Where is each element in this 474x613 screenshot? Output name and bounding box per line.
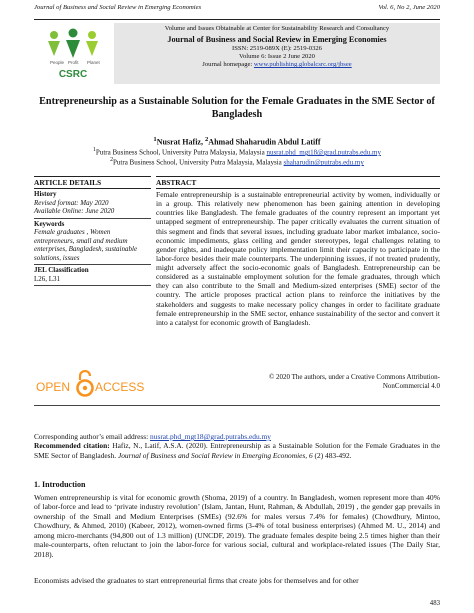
- affiliation-1-text: Putra Business School, University Putra Malaysia, Malaysia: [95, 148, 267, 157]
- keywords-text: Female graduates , Women entrepreneurs, small and medium enterprises, Bangladesh, sustainable solutions, issues: [34, 228, 138, 262]
- open-access-logo: [34, 370, 144, 400]
- running-head-journal: Journal of Business and Social Review in Emerging Economies: [34, 4, 202, 11]
- affiliation-1-sup: 1: [93, 147, 96, 153]
- copyright-notice: © 2020 The authors, under a Creative Commons Attribution-NonCommercial 4.0: [268, 373, 440, 391]
- recommended-citation: [34, 441, 440, 460]
- corresponding-email-line: [34, 432, 440, 441]
- authors-line: [34, 136, 440, 147]
- revised-date: Revised format: May 2020: [34, 198, 109, 207]
- homepage-prefix: Journal homepage:: [202, 61, 254, 69]
- author-1: Nusrat Hafiz,: [156, 137, 203, 147]
- journal-masthead: [34, 19, 440, 85]
- citation-label: Recommended citation:: [34, 441, 110, 451]
- available-date: Available Online: June 2020: [34, 207, 115, 216]
- affiliation-1-email[interactable]: nusrat.phd_mgt18@grad.putrabs.edu.my: [266, 148, 381, 157]
- homepage-link[interactable]: www.publishing.globalcsrc.org/jbsee: [253, 61, 352, 69]
- logo-word-planet: Planet: [87, 60, 100, 65]
- open-access-row: [34, 368, 440, 406]
- affiliation-2: [34, 157, 440, 167]
- corresponding-email[interactable]: nusrat.phd_mgt18@grad.putrabs.edu.my: [150, 432, 271, 441]
- oa-access-text: ACCESS: [95, 380, 144, 394]
- correspondence-block: [34, 432, 440, 460]
- affiliation-1: [34, 147, 440, 157]
- paper-title: Entrepreneurship as a Sustainable Solution for the Female Graduates in the SME Sector of Bangladesh: [39, 96, 435, 120]
- oa-open-text: OPEN: [36, 380, 71, 394]
- introduction-heading: 1. Introduction: [34, 480, 86, 489]
- author-1-sup: 1: [153, 136, 157, 143]
- abstract-column: [156, 176, 440, 327]
- logo-word-people: People: [50, 60, 65, 65]
- csrc-logo-icon: [38, 26, 108, 82]
- keywords-block: [34, 219, 151, 266]
- csrc-logo: [38, 26, 108, 82]
- journal-title: Journal of Business and Social Review in Emerging Economies: [167, 35, 387, 45]
- volume-issue-line: Volume 6: Issue 2 June 2020: [239, 53, 315, 61]
- availability-line: Volume and Issues Obtainable at Center for Sustainability Research and Consultancy: [164, 25, 390, 32]
- jel-block: [34, 265, 151, 286]
- history-label: History: [34, 190, 57, 199]
- running-head: [34, 4, 440, 16]
- open-access-lock-icon: [34, 370, 144, 400]
- introduction-paragraph-1: Women entrepreneurship is vital for economic growth (Shoma, 2019) of a country. In Bangladesh, women represent more than 40% of labor-force and lead to ‘private industry revolution’ (Islam, Jantan, Hunt, Rahman, & Abdullah, 2019) , the gender gap prevails in ownership of the Small and Medium Enterprises (SMEs) (92.6% for males versus 7.4% for females) (Chowdhury, Mintoo, Chowdhury, & Ahmed, 2010) (Kabeer, 2012), women-owned firms (3-4% of total business enterprises) (Ahmed M. U., 2014) and among micro-merchants (94,800 out of 1.3 million) (UNCDF, 2019). The graduate females despite being 2.5 times higher than their male-counterparts, often reluctant to join the labor-force for various social, cultural and workplace-related issues (The Daily Star, 2018).: [34, 493, 440, 559]
- abstract-text: Female entrepreneurship is a sustainable entrepreneurial activity by women, individually or in a group. This relatively new phenomenon has been gaining attention in developing countries like Bangladesh. The female graduates of the country represent an important yet untapped segment of entrepreneurship. The paper critically evaluates the current situation of this segment and finds that several issues, including graduate labor market imbalance, socio-economic impediments, glass ceiling and gender stereotypes, legal challenges relating to gender rights, and inadequate policy implementation limit their capacity to participate in the labor-force besides their male counterparts. The underpinning issues, if not treated prudently, might adversely affect the socio-economic goals of Bangladesh. Entrepreneurship can be considered as a sustainable employment solution for the female graduates, through which they can also contribute to the Small and Medium-sized enterprises (SME) sector of the country. The article proposes practical action plans to reinforce the initiatives by the stakeholders and suggests to make necessary policy changes in order to facilitate graduate female entrepreneurship in the SME sector, enhance sustainability of the sector and convert it into a catalyst for economic growth of Bangladesh.: [156, 190, 440, 327]
- corresponding-label: Corresponding author’s email address:: [34, 432, 151, 441]
- citation-pre: Hafiz, N., Latif, A.S.A. (2020). Entrepreneurship as a Sustainable Solution for the Female Graduates in the SME Sector of Bangladesh.: [34, 441, 440, 460]
- affiliation-2-sup: 2: [110, 157, 114, 163]
- running-head-issue: Vol. 6, No 2, June 2020: [378, 4, 440, 11]
- abstract-heading: ABSTRACT: [156, 176, 440, 189]
- article-details-column: [34, 176, 151, 286]
- logo-word-profit: Profit: [68, 60, 79, 65]
- author-2-sup: 2: [204, 136, 209, 143]
- introduction-paragraph-2: Economists advised the graduates to start entrepreneurial firms that create jobs for themselves and for other: [34, 576, 359, 585]
- history-block: [34, 189, 151, 219]
- citation-post: (2) 483-492.: [312, 450, 352, 460]
- page-number: 483: [429, 600, 440, 607]
- issn-line: ISSN: 2519-089X (E): 2519-0326: [232, 45, 322, 53]
- jel-codes: L26, L31: [34, 274, 61, 283]
- affiliation-2-text: Putra Business School, University Putra Malaysia, Malaysia: [113, 158, 284, 167]
- keywords-label: Keywords: [34, 219, 65, 228]
- article-details-heading: ARTICLE DETAILS: [34, 176, 151, 189]
- author-2: Ahmad Shaharudin Abdul Latiff: [208, 137, 321, 147]
- jel-label: JEL Classification: [34, 266, 89, 275]
- homepage-line: [114, 61, 440, 69]
- citation-journal: Journal of Business and Social Review in Emerging Economies, 6: [117, 450, 313, 460]
- logo-csrc-text: CSRC: [58, 69, 88, 80]
- affiliation-2-email[interactable]: shaharudin@putrabs.edu.my: [283, 158, 364, 167]
- journal-info-box: [114, 23, 440, 84]
